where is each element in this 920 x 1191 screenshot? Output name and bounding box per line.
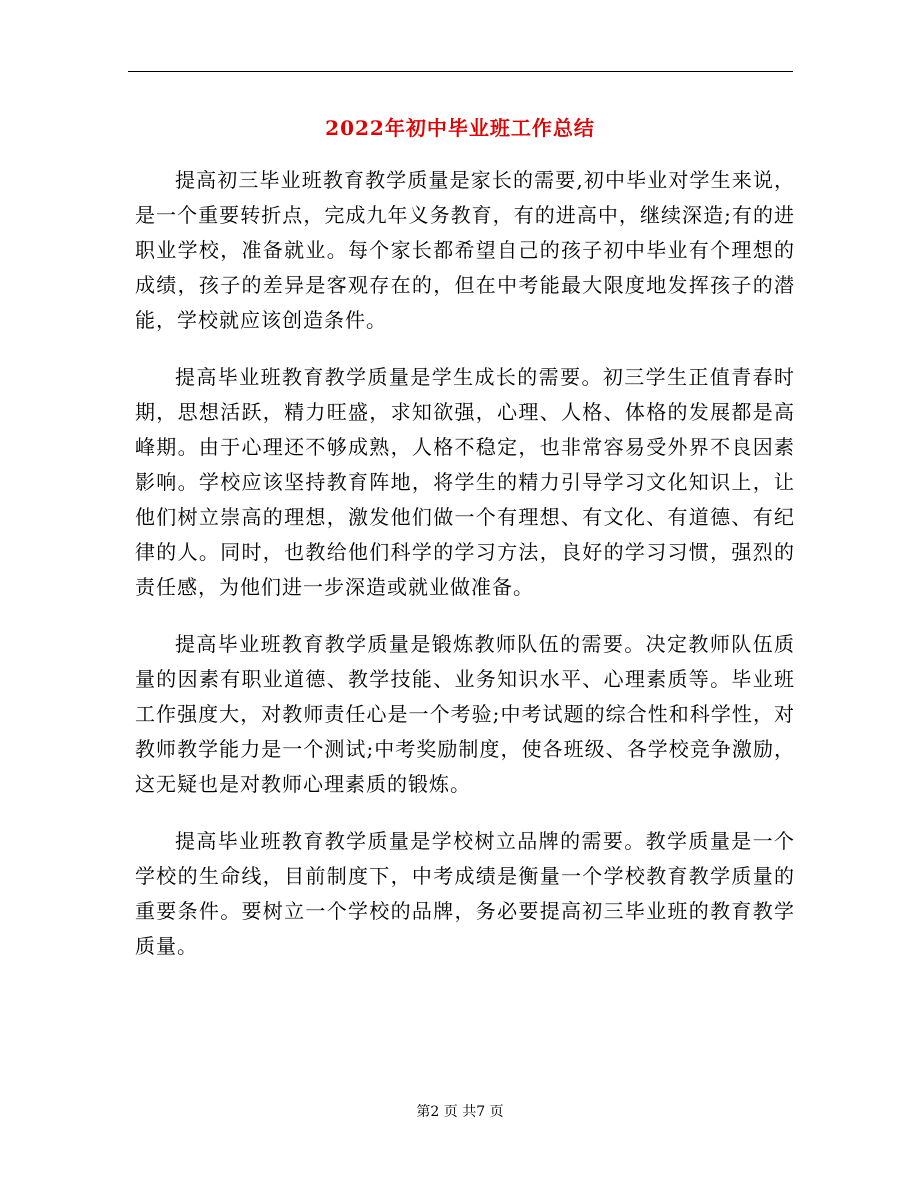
- document-body: [135, 163, 795, 986]
- header-rule: [128, 71, 793, 72]
- paragraph-3: 提高毕业班教育教学质量是锻炼教师队伍的需要。决定教师队伍质量的因素有职业道德、教学技能、业务知识水平、心理素质等。毕业班工作强度大，对教师责任心是一个考验;中考试题的综合性和科学性，对教师教学能力是一个测试;中考奖励制度，使各班级、各学校竞争激励，这无疑也是对教师心理素质的锻炼。: [135, 632, 795, 796]
- paragraph-4: 提高毕业班教育教学质量是学校树立品牌的需要。教学质量是一个学校的生命线，目前制度下，中考成绩是衡量一个学校教育教学质量的重要条件。要树立一个学校的品牌，务必要提高初三毕业班的教育教学质量。: [135, 829, 795, 958]
- paragraph-1: 提高初三毕业班教育教学质量是家长的需要,初中毕业对学生来说，是一个重要转折点，完成九年义务教育，有的进高中，继续深造;有的进职业学校，准备就业。每个家长都希望自己的孩子初中毕业有个理想的成绩，孩子的差异是客观存在的，但在中考能最大限度地发挥孩子的潜能，学校就应该创造条件。: [135, 168, 795, 332]
- document-title: 2022年初中毕业班工作总结: [325, 116, 595, 140]
- page-number: 第2 页 共7 页: [416, 1104, 504, 1120]
- paragraph-2: 提高毕业班教育教学质量是学生成长的需要。初三学生正值青春时期，思想活跃，精力旺盛，求知欲强，心理、人格、体格的发展都是高峰期。由于心理还不够成熟，人格不稳定，也非常容易受外界不良因素影响。学校应该坚持教育阵地，将学生的精力引导学习文化知识上，让他们树立崇高的理想，激发他们做一个有理想、有文化、有道德、有纪律的人。同时，也教给他们科学的学习方法，良好的学习习惯，强烈的责任感，为他们进一步深造或就业做准备。: [135, 365, 795, 599]
